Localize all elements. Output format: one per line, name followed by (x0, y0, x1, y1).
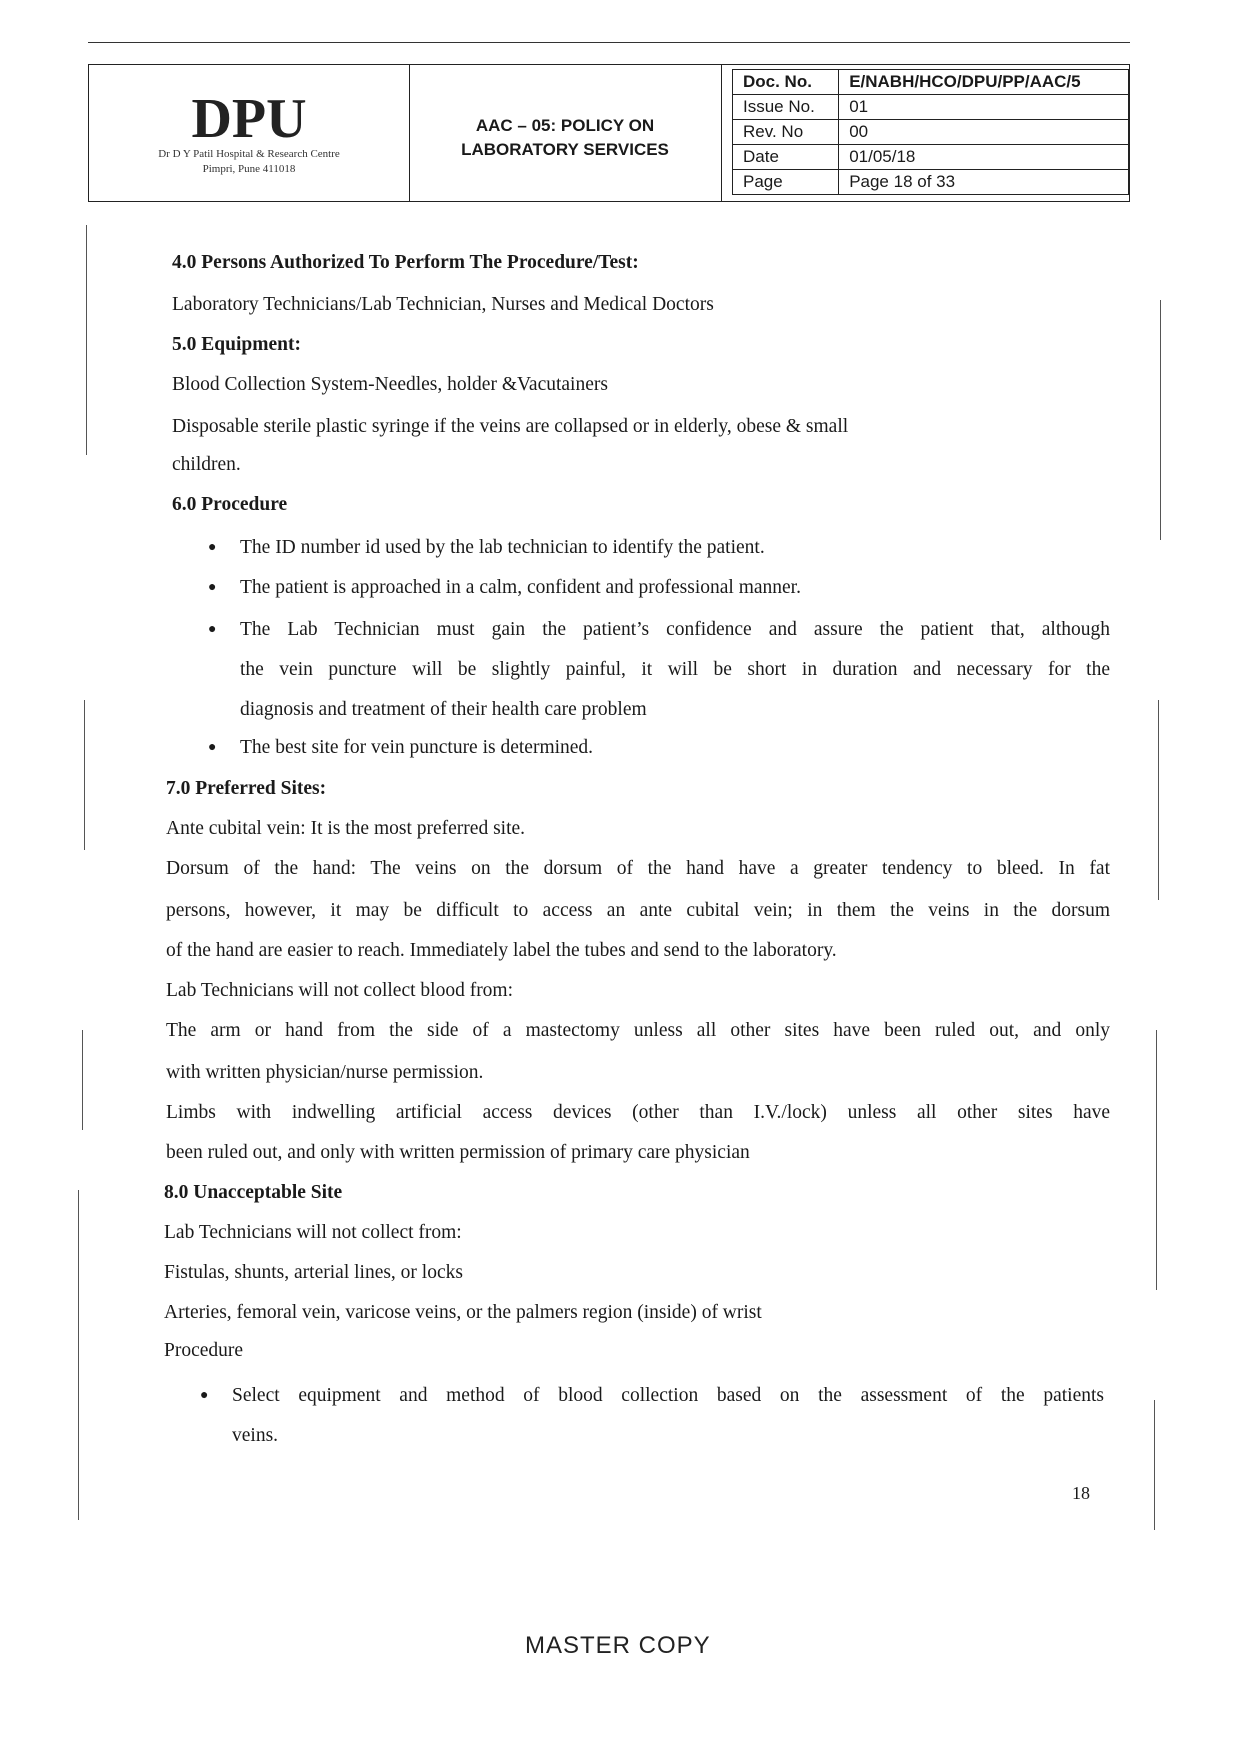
meta-row-page (733, 170, 1129, 195)
scan-edge-line (86, 225, 87, 455)
meta-value: 00 (839, 120, 1129, 145)
meta-label: Rev. No (733, 120, 839, 145)
logo-cell (89, 65, 410, 201)
section-8-bullet-cont: veins. (232, 1425, 279, 1446)
bullet-icon: ● (208, 540, 217, 555)
scan-edge-line (1158, 700, 1159, 900)
svg-text:DPU: DPU (191, 88, 307, 145)
section-4-text: Laboratory Technicians/Lab Technician, Nurses and Medical Doctors (172, 294, 714, 315)
section-8-line: Fistulas, shunts, arterial lines, or locks (164, 1262, 463, 1283)
scan-edge-line (1154, 1400, 1155, 1530)
document-header (88, 64, 1130, 202)
section-8-line: Procedure (164, 1340, 244, 1361)
section-7-line: of the hand are easier to reach. Immediately label the tubes and send to the laboratory. (166, 940, 837, 961)
section-5-heading: 5.0 Equipment: (172, 334, 301, 355)
meta-value: 01/05/18 (839, 145, 1129, 170)
bullet-icon: ● (200, 1388, 209, 1403)
bullet-icon: ● (208, 580, 217, 595)
top-border-line (88, 42, 1130, 43)
meta-label: Date (733, 145, 839, 170)
section-5-line: Disposable sterile plastic syringe if the veins are collapsed or in elderly, obese & small (172, 416, 849, 437)
section-7-line: The arm or hand from the side of a mastectomy unless all other sites have been ruled out, and only (166, 1020, 1110, 1041)
section-6-bullet: The Lab Technician must gain the patient’s confidence and assure the patient that, although (240, 619, 1110, 640)
scan-edge-line (1160, 300, 1161, 540)
scan-edge-line (1156, 1030, 1157, 1290)
meta-value: 01 (839, 95, 1129, 120)
section-7-heading: 7.0 Preferred Sites: (166, 778, 327, 799)
page-number: 18 (1072, 1483, 1090, 1503)
document-meta-table (732, 69, 1129, 195)
section-6-bullet: The best site for vein puncture is determined. (240, 737, 594, 758)
policy-title-line-2: LABORATORY SERVICES (461, 140, 669, 159)
meta-row-doc-no (733, 70, 1129, 95)
section-7-line: Limbs with indwelling artificial access devices (other than I.V./lock) unless all other sites have (166, 1102, 1110, 1123)
section-8-bullet: Select equipment and method of blood collection based on the assessment of the patients (232, 1385, 1104, 1406)
hospital-line-1: Dr D Y Patil Hospital & Research Centre (158, 148, 340, 160)
meta-label: Doc. No. (733, 70, 839, 95)
policy-title-line-1: AAC – 05: POLICY ON (475, 116, 655, 135)
meta-row-rev-no (733, 120, 1129, 145)
section-6-bullet-cont: the vein puncture will be slightly painful, it will be short in duration and necessary for the (240, 659, 1110, 680)
scan-edge-line (78, 1190, 79, 1520)
section-6-bullet: The patient is approached in a calm, confident and professional manner. (240, 577, 801, 598)
section-7-line: Ante cubital vein: It is the most preferred site. (166, 818, 526, 839)
section-7-line: Dorsum of the hand: The veins on the dorsum of the hand have a greater tendency to bleed. In fat (166, 858, 1110, 879)
section-8-line: Arteries, femoral vein, varicose veins, or the palmers region (inside) of wrist (164, 1302, 762, 1323)
section-6-heading: 6.0 Procedure (172, 494, 288, 515)
section-7-line: been ruled out, and only with written permission of primary care physician (166, 1142, 750, 1163)
section-5-line: children. (172, 454, 241, 475)
meta-label: Page (733, 170, 839, 195)
meta-row-date (733, 145, 1129, 170)
meta-value: Page 18 of 33 (839, 170, 1129, 195)
policy-title-cell (409, 65, 722, 201)
bullet-icon: ● (208, 622, 217, 637)
section-7-line: Lab Technicians will not collect blood from: (166, 980, 514, 1001)
section-4-heading: 4.0 Persons Authorized To Perform The Procedure/Test: (172, 252, 639, 273)
section-7-line: with written physician/nurse permission. (166, 1062, 484, 1083)
bullet-icon: ● (208, 740, 217, 755)
scan-edge-line (82, 1030, 83, 1130)
section-5-line: Blood Collection System-Needles, holder &Vacutainers (172, 374, 608, 395)
section-8-line: Lab Technicians will not collect from: (164, 1222, 462, 1243)
meta-value: E/NABH/HCO/DPU/PP/AAC/5 (839, 70, 1129, 95)
hospital-line-2: Pimpri, Pune 411018 (202, 163, 296, 175)
master-copy-stamp: MASTER COPY (525, 1632, 711, 1659)
hospital-name (89, 147, 409, 177)
section-7-line: persons, however, it may be difficult to access an ante cubital vein; in them the veins in the dorsum (166, 900, 1110, 921)
section-6-bullet-cont: diagnosis and treatment of their health care problem (240, 699, 647, 720)
meta-row-issue-no (733, 95, 1129, 120)
dpu-logo (174, 85, 324, 145)
scan-edge-line (84, 700, 85, 850)
section-6-bullet: The ID number id used by the lab technician to identify the patient. (240, 537, 765, 558)
meta-label: Issue No. (733, 95, 839, 120)
section-8-heading: 8.0 Unacceptable Site (164, 1182, 343, 1203)
